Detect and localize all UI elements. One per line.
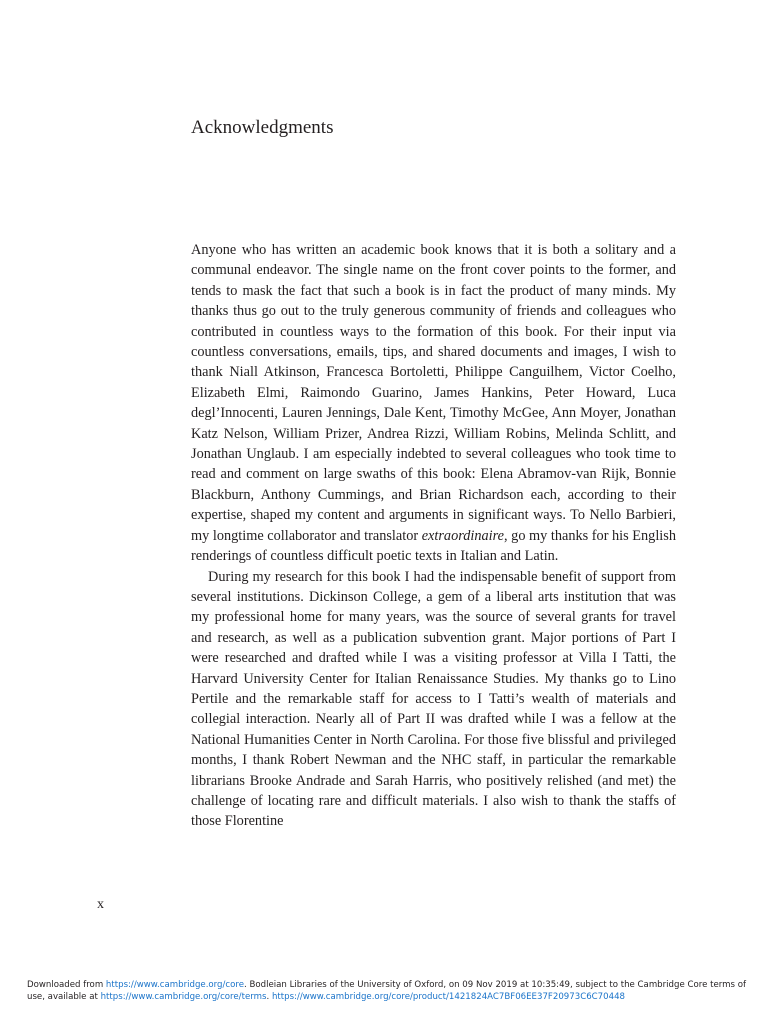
page-number: x <box>97 897 104 912</box>
paragraph-1-italic-term: extraordinaire <box>421 527 505 544</box>
footer-link-terms[interactable]: https://www.cambridge.org/core/terms <box>100 992 267 1002</box>
paragraph-1-text-b: , go my thanks for his English renderings of countless difficult poetic texts in Italian and Latin. <box>191 527 676 565</box>
download-footer <box>27 979 757 1003</box>
paragraph-2-text: During my research for this book I had the indispensable benefit of support from several institutions. Dickinson College, a gem of a liberal arts institution that was my professional home for many years, was the source of several grants for travel and research, as well as a publication subvention grant. Major portions of Part I were researched and drafted while I was a visiting professor at Villa I Tatti, the Harvard University Center for Italian Renaissance Studies. My thanks go to Lino Pertile and the remarkable staff for access to I Tatti’s wealth of materials and collegial interaction. Nearly all of Part II was drafted while I was a fellow at the National Humanities Center in North Carolina. For those five blissful and privileged months, I thank Robert Newman and the NHC staff, in particular the remarkable librarians Brooke Andrade and Sarah Harris, who positively relished (and met) the challenge of locating rare and difficult materials. I also wish to thank the staffs of those Florentine <box>191 568 676 830</box>
paragraph-1 <box>191 240 676 567</box>
footer-link-core[interactable]: https://www.cambridge.org/core <box>105 980 245 990</box>
footer-middle: . Bodleian Libraries of the University of Oxford, on 09 Nov 2019 at 10:35:49, subject to the Cambridge Core terms of use, available at <box>27 980 747 1002</box>
footer-link-product[interactable]: https://www.cambridge.org/core/product/1421824AC7BF06EE37F20973C6C70448 <box>271 992 626 1002</box>
footer-prefix: Downloaded from <box>27 980 106 990</box>
body-text <box>191 240 676 832</box>
footer-separator: . <box>266 992 272 1002</box>
paragraph-1-text-a: Anyone who has written an academic book knows that it is both a solitary and a communal endeavor. The single name on the front cover points to the former, and tends to mask the fact that such a book is in fact the product of many minds. My thanks thus go out to the truly generous community of friends and colleagues who contributed in countless ways to the formation of this book. For their input via countless conversations, emails, tips, and shared documents and images, I wish to thank Niall Atkinson, Francesca Bortoletti, Philippe Canguilhem, Victor Coelho, Elizabeth Elmi, Raimondo Guarino, James Hankins, Peter Howard, Luca degl’Innocenti, Lauren Jennings, Dale Kent, Timothy McGee, Ann Moyer, Jonathan Katz Nelson, William Prizer, Andrea Rizzi, William Robins, Melinda Schlitt, and Jonathan Unglaub. I am especially indebted to several colleagues who took time to read and comment on large swaths of this book: Elena Abramov-van Rijk, Bonnie Blackburn, Anthony Cummings, and Brian Richardson each, according to their expertise, shaped my content and arguments in significant ways. To Nello Barbieri, my longtime collaborator and translator <box>191 242 676 544</box>
paragraph-2 <box>191 567 676 832</box>
page-title: Acknowledgments <box>191 117 334 138</box>
